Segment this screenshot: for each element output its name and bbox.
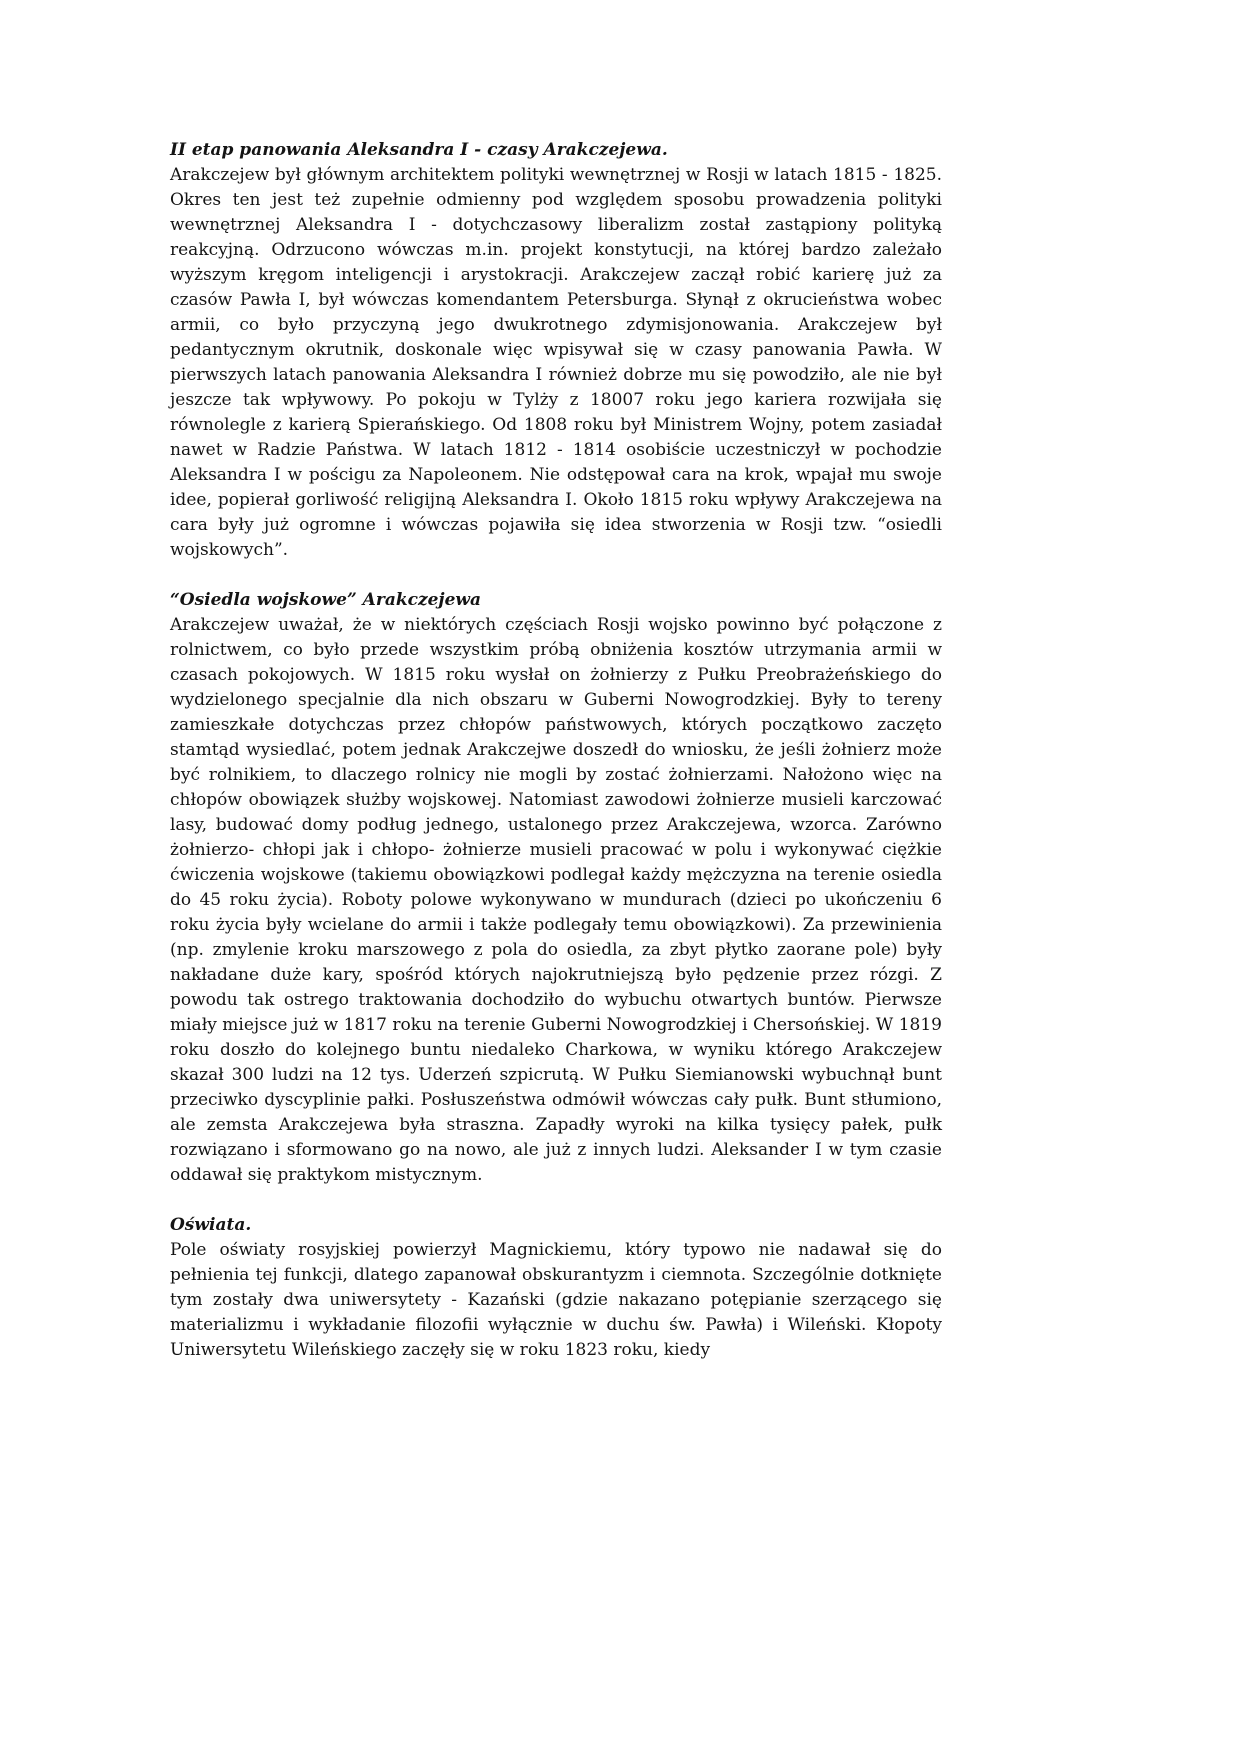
section-oswiata <box>170 1213 942 1363</box>
section-heading: “Osiedla wojskowe” Arakczejewa <box>170 590 482 610</box>
section-osiedla-wojskowe <box>170 588 942 1188</box>
section-body: Arakczejew uważał, że w niektórych częściach Rosji wojsko powinno być połączone z rolnictwem, co było przede wszystkim próbą obniżenia kosztów utrzymania armii w czasach pokojowych. W 1815 roku wysłał on żołnierzy z Pułku Preobrażeńskiego do wydzielonego specjalnie dla nich obszaru w Guberni Nowogrodzkiej. Były to tereny zamieszkałe dotychczas przez chłopów państwowych, których początkowo zaczęto stamtąd wysiedlać, potem jednak Arakczejwe doszedł do wniosku, że jeśli żołnierz może być rolnikiem, to dlaczego rolnicy nie mogli by zostać żołnierzami. Nałożono więc na chłopów obowiązek służby wojskowej. Natomiast zawodowi żołnierze musieli karczować lasy, budować domy podług jednego, ustalonego przez Arakczejewa, wzorca. Zarówno żołnierzo- chłopi jak i chłopo- żołnierze musieli pracować w polu i wykonywać ciężkie ćwiczenia wojskowe (takiemu obowiązkowi podlegał każdy mężczyzna na terenie osiedla do 45 roku życia). Roboty polowe wykonywano w mundurach (dzieci po ukończeniu 6 roku życia były wcielane do armii i także podlegały temu obowiązkowi). Za przewinienia (np. zmylenie kroku marszowego z pola do osiedla, za zbyt płytko zaorane pole) były nakładane duże kary, spośród których najokrutniejszą było pędzenie przez rózgi. Z powodu tak ostrego traktowania dochodziło do wybuchu otwartych buntów. Pierwsze miały miejsce już w 1817 roku na terenie Guberni Nowogrodzkiej i Chersońskiej. W 1819 roku doszło do kolejnego buntu niedaleko Charkowa, w wyniku którego Arakczejew skazał 300 ludzi na 12 tys. Uderzeń szpicrutą. W Pułku Siemianowski wybuchnął bunt przeciwko dyscyplinie pałki. Posłuszeństwa odmówił wówczas cały pułk. Bunt stłumiono, ale zemsta Arakczejewa była straszna. Zapadły wyroki na kilka tysięcy pałek, pułk rozwiązano i sformowano go na nowo, ale już z innych ludzi. Aleksander I w tym czasie oddawał się praktykom mistycznym. <box>170 615 942 1185</box>
section-body: Pole oświaty rosyjskiej powierzył Magnickiemu, który typowo nie nadawał się do pełnienia tej funkcji, dlatego zapanował obskurantyzm i ciemnota. Szczególnie dotknięte tym zostały dwa uniwersytety - Kazański (gdzie nakazano potępianie szerzącego się materializmu i wykładanie filozofii wyłącznie w duchu św. Pawła) i Wileński. Kłopoty Uniwersytetu Wileńskiego zaczęły się w roku 1823 roku, kiedy <box>170 1240 942 1360</box>
section-heading: II etap panowania Aleksandra I - czasy Arakczejewa. <box>170 140 668 160</box>
section-heading: Oświata. <box>170 1215 252 1235</box>
section-body: Arakczejew był głównym architektem polityki wewnętrznej w Rosji w latach 1815 - 1825. Okres ten jest też zupełnie odmienny pod względem sposobu prowadzenia polityki wewnętrznej Aleksandra I - dotychczasowy liberalizm został zastąpiony polityką reakcyjną. Odrzucono wówczas m.in. projekt konstytucji, na której bardzo zależało wyższym kręgom inteligencji i arystokracji. Arakczejew zaczął robić karierę już za czasów Pawła I, był wówczas komendantem Petersburga. Słynął z okrucieństwa wobec armii, co było przyczyną jego dwukrotnego zdymisjonowania. Arakczejew był pedantycznym okrutnik, doskonale więc wpisywał się w czasy panowania Pawła. W pierwszych latach panowania Aleksandra I również dobrze mu się powodziło, ale nie był jeszcze tak wpływowy. Po pokoju w Tylży z 18007 roku jego kariera rozwijała się równolegle z karierą Spierańskiego. Od 1808 roku był Ministrem Wojny, potem zasiadał nawet w Radzie Państwa. W latach 1812 - 1814 osobiście uczestniczył w pochodzie Aleksandra I w pościgu za Napoleonem. Nie odstępował cara na krok, wpajał mu swoje idee, popierał gorliwość religijną Aleksandra I. Około 1815 roku wpływy Arakczejewa na cara były już ogromne i wówczas pojawiła się idea stworzenia w Rosji tzw. “osiedli wojskowych”. <box>170 165 942 560</box>
section-arakczejew-era <box>170 138 942 563</box>
